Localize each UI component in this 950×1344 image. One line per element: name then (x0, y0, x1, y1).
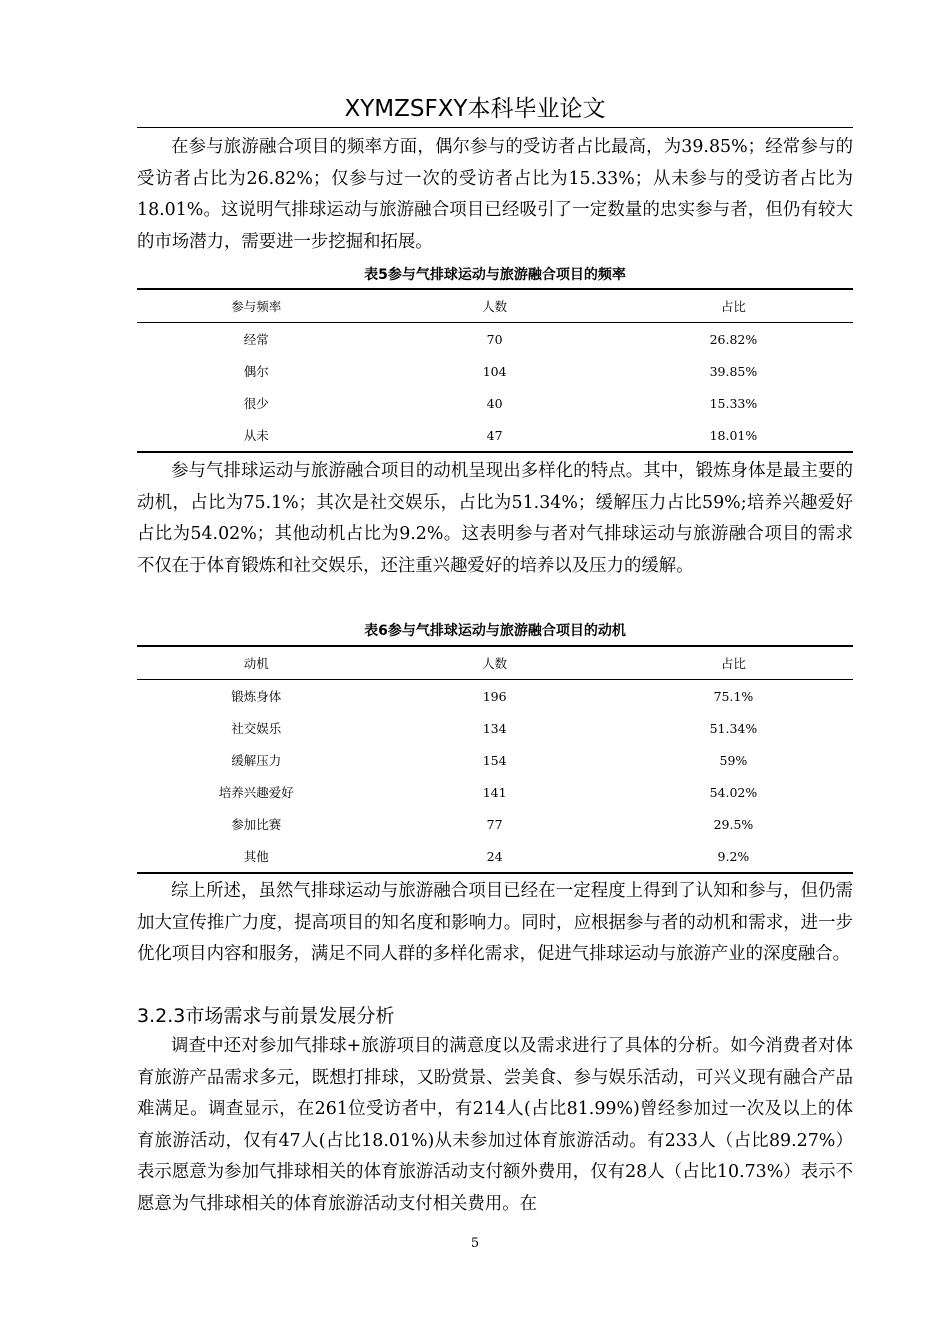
table-cell: 134 (482, 720, 507, 736)
table-cell: 59% (719, 752, 748, 768)
table-cell: 40 (486, 395, 503, 411)
table-cell: 参加比赛 (231, 817, 282, 832)
table5-header-cell: 占比 (720, 299, 746, 314)
table-row (137, 355, 853, 387)
table6-header-cell: 动机 (243, 656, 269, 671)
table5-header-cell: 人数 (482, 299, 508, 314)
table-cell: 26.82% (709, 331, 758, 347)
table-row (137, 323, 853, 356)
table5-header-cell: 参与频率 (231, 299, 282, 314)
table-cell: 75.1% (713, 688, 754, 704)
table-cell: 缓解压力 (231, 753, 282, 768)
table-row (137, 744, 853, 776)
table-row (137, 840, 853, 873)
paragraph-market-demand: 调查中还对参加气排球+旅游项目的满意度以及需求进行了具体的分析。如今消费者对体育旅游产品需求多元，既想打排球，又盼赏景、尝美食、参与娱乐活动，可兴义现有融合产品难满足。调查显示，在261位受访者中，有214人(占比81.99%)曾经参加过一次及以上的体育旅游活动，仅有47人(占比18.01%)从未参加过体育旅游活动。有233人（占比89.27%）表示愿意为参加气排球相关的体育旅游活动支付额外费用，仅有28人（占比10.73%）表示不愿意为气排球相关的体育旅游活动支付相关费用。在 (137, 1036, 853, 1214)
table-cell: 偶尔 (243, 364, 269, 379)
table5-header-row (137, 289, 853, 323)
table-row (137, 776, 853, 808)
table-cell: 9.2% (717, 848, 750, 864)
table-cell: 104 (482, 363, 507, 379)
table-cell: 154 (482, 752, 507, 768)
table-cell: 39.85% (709, 363, 758, 379)
table6-header-row (137, 646, 853, 680)
table-cell: 很少 (243, 396, 269, 411)
table-cell: 70 (486, 331, 503, 347)
page-number: 5 (470, 1236, 480, 1251)
table-row (137, 712, 853, 744)
table5-frequency (137, 288, 853, 453)
table-cell: 77 (486, 816, 503, 832)
paragraph-motivation-summary: 参与气排球运动与旅游融合项目的动机呈现出多样化的特点。其中，锻炼身体是最主要的动机，占比为75.1%；其次是社交娱乐，占比为51.34%；缓解压力占比59%;培养兴趣爱好占比为54.02%；其他动机占比为9.2%。这表明参与者对气排球运动与旅游融合项目的需求不仅在于体育锻炼和社交娱乐，还注重兴趣爱好的培养以及压力的缓解。 (137, 461, 853, 576)
table-row (137, 419, 853, 452)
table-cell: 培养兴趣爱好 (218, 785, 294, 800)
table6-motivation (137, 645, 853, 874)
table-cell: 经常 (243, 332, 269, 347)
table-cell: 24 (486, 848, 503, 864)
table-cell: 47 (486, 427, 503, 443)
table6-caption: 表6参与气排球运动与旅游融合项目的动机 (364, 623, 626, 639)
table5-caption: 表5参与气排球运动与旅游融合项目的频率 (364, 267, 626, 283)
table6-header-cell: 占比 (720, 656, 746, 671)
table-row (137, 387, 853, 419)
paragraph-conclusion: 综上所述，虽然气排球运动与旅游融合项目已经在一定程度上得到了认知和参与，但仍需加大宣传推广力度，提高项目的知名度和影响力。同时，应根据参与者的动机和需求，进一步优化项目内容和服务，满足不同人群的多样化需求，促进气排球运动与旅游产业的深度融合。 (137, 881, 853, 964)
paragraph-frequency-summary: 在参与旅游融合项目的频率方面，偶尔参与的受访者占比最高，为39.85%；经常参与的受访者占比为26.82%；仅参与过一次的受访者占比为15.33%；从未参与的受访者占比为18.01%。这说明气排球运动与旅游融合项目已经吸引了一定数量的忠实参与者，但仍有较大的市场潜力，需要进一步挖掘和拓展。 (137, 137, 853, 252)
table-cell: 51.34% (709, 720, 758, 736)
table-row (137, 808, 853, 840)
table-cell: 15.33% (709, 395, 758, 411)
section-heading: 3.2.3市场需求与前景发展分析 (137, 1005, 395, 1027)
table-cell: 其他 (243, 849, 269, 864)
table-cell: 18.01% (709, 427, 758, 443)
running-header-title: XYMZSFXY本科毕业论文 (344, 96, 606, 122)
table-cell: 社交娱乐 (231, 721, 282, 736)
table-cell: 141 (482, 784, 507, 800)
table-cell: 196 (482, 688, 507, 704)
table-cell: 54.02% (709, 784, 758, 800)
table6-header-cell: 人数 (482, 656, 508, 671)
header-rule (137, 127, 853, 128)
table-row (137, 680, 853, 713)
table-cell: 锻炼身体 (231, 689, 282, 704)
table-cell: 从未 (243, 428, 269, 443)
table-cell: 29.5% (713, 816, 754, 832)
